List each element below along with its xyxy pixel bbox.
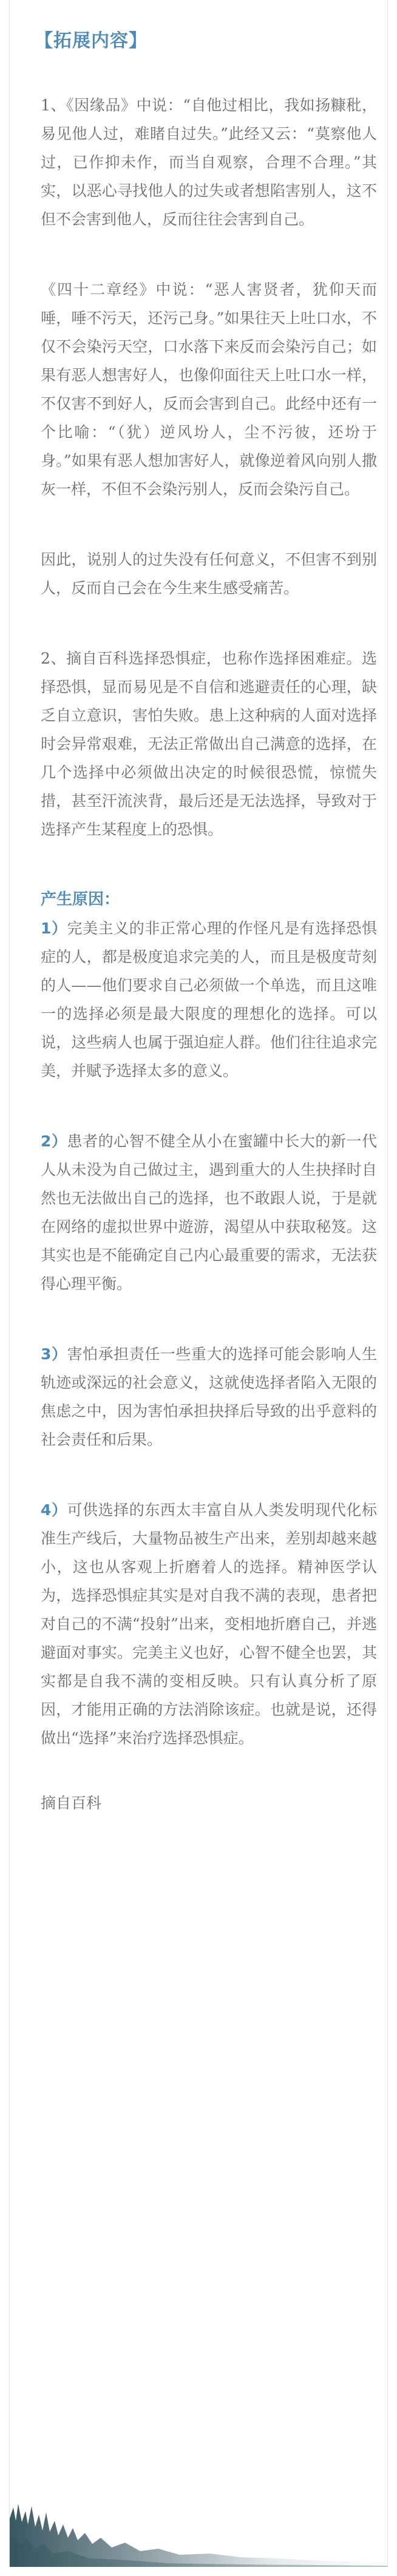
cause-number: 2） (41, 1132, 67, 1150)
cause-item-2 (41, 1127, 377, 1298)
paragraph-4: 2、摘自百科选择恐惧症，也称作选择困难症。选择恐惧，显而易见是不自信和逃避责任的心理，缺乏自立意识，害怕失败。患上这种病的人面对选择时会异常艰难，无法正常做出自己满意的选择，在几个选择中必须做出决定的时候很恐慌，惊慌失措，甚至汗流浃背，最后还是无法选择，导致对于选择产生某程度上的恐惧。 (41, 650, 377, 838)
paragraph-3: 因此，说别人的过失没有任何意义，不但害不到别人，反而自己会在今生来生感受痛苦。 (41, 551, 377, 597)
cause-text: 害怕承担责任一些重大的选择可能会影响人生轨迹或深远的社会意义，这就使选择者陷入无限的焦虑之中，因为害怕承担抉择后导致的出乎意料的社会责任和后果。 (41, 1345, 377, 1448)
forest-silhouette-image (10, 2500, 387, 2567)
cause-text: 可供选择的东西太丰富自从人类发明现代化标准生产线后，大量物品被生产出来，差别却越来越小，这也从客观上折磨着人的选择。精神医学认为，选择恐惧症其实是对自我不满的表现，患者把对自己的不满“投射”出来，变相地折磨自己，并逃避面对事实。完美主义也好，心智不健全也罢，其实都是自我不满的变相反映。只有认真分析了原因，才能用正确的方法消除该症。也就是说，还得做出“选择”来治疗选择恐惧症。 (41, 1501, 377, 1747)
cause-item-3 (41, 1340, 377, 1454)
cause-number: 4） (41, 1501, 67, 1519)
cause-item-4 (41, 1496, 377, 1752)
cause-number: 1） (41, 920, 67, 937)
causes-heading: 产生原因： (41, 890, 120, 909)
section-title: 【拓展内容】 (35, 30, 148, 52)
cause-item-1 (41, 914, 377, 1085)
article-card (9, 0, 388, 2567)
source-note: 摘自百科 (41, 1794, 102, 1812)
article-body (41, 91, 377, 1817)
cause-text: 完美主义的非正常心理的作怪凡是有选择恐惧症的人，都是极度追求完美的人，而且是极度苛刻的人——他们要求自己必须做一个单选，而且这唯一的选择必须是最大限度的理想化的选择。可以说，这些病人也属于强迫症人群。他们往往追求完美，并赋予选择太多的意义。 (41, 920, 377, 1080)
paragraph-1: 1、《因缘品》中说：“自他过相比，我如扬糠秕，易见他人过，难睹自过失。”此经又云：“莫察他人过，已作抑未作，而当自观察，合理不合理。”其实，以恶心寻找他人的过失或者想陷害别人，这不但不会害到他人，反而往往会害到自己。 (41, 96, 377, 228)
paragraph-2: 《四十二章经》中说：“恶人害贤者，犹仰天而唾，唾不污天，还污己身。”如果往天上吐口水，不仅不会染污天空，口水落下来反而会染污自己；如果有恶人想害好人，也像仰面往天上吐口水一样，不仅害不到好人，反而会害到自己。此经中还有一个比喻：“（犹）逆风坋人，尘不污彼，还坋于身。”如果有恶人想加害好人，就像逆着风向别人撒灰一样，不但不会染污别人，反而会染污自己。 (41, 281, 377, 498)
cause-text: 患者的心智不健全从小在蜜罐中长大的新一代人从未没为自己做过主，遇到重大的人生抉择时自然也无法做出自己的选择，也不敢跟人说，于是就在网络的虚拟世界中遊游，渴望从中获取秘笈。这其实也是不能确定自己内心最重要的需求，无法获得心理平衡。 (41, 1132, 377, 1293)
cause-number: 3） (41, 1345, 67, 1363)
